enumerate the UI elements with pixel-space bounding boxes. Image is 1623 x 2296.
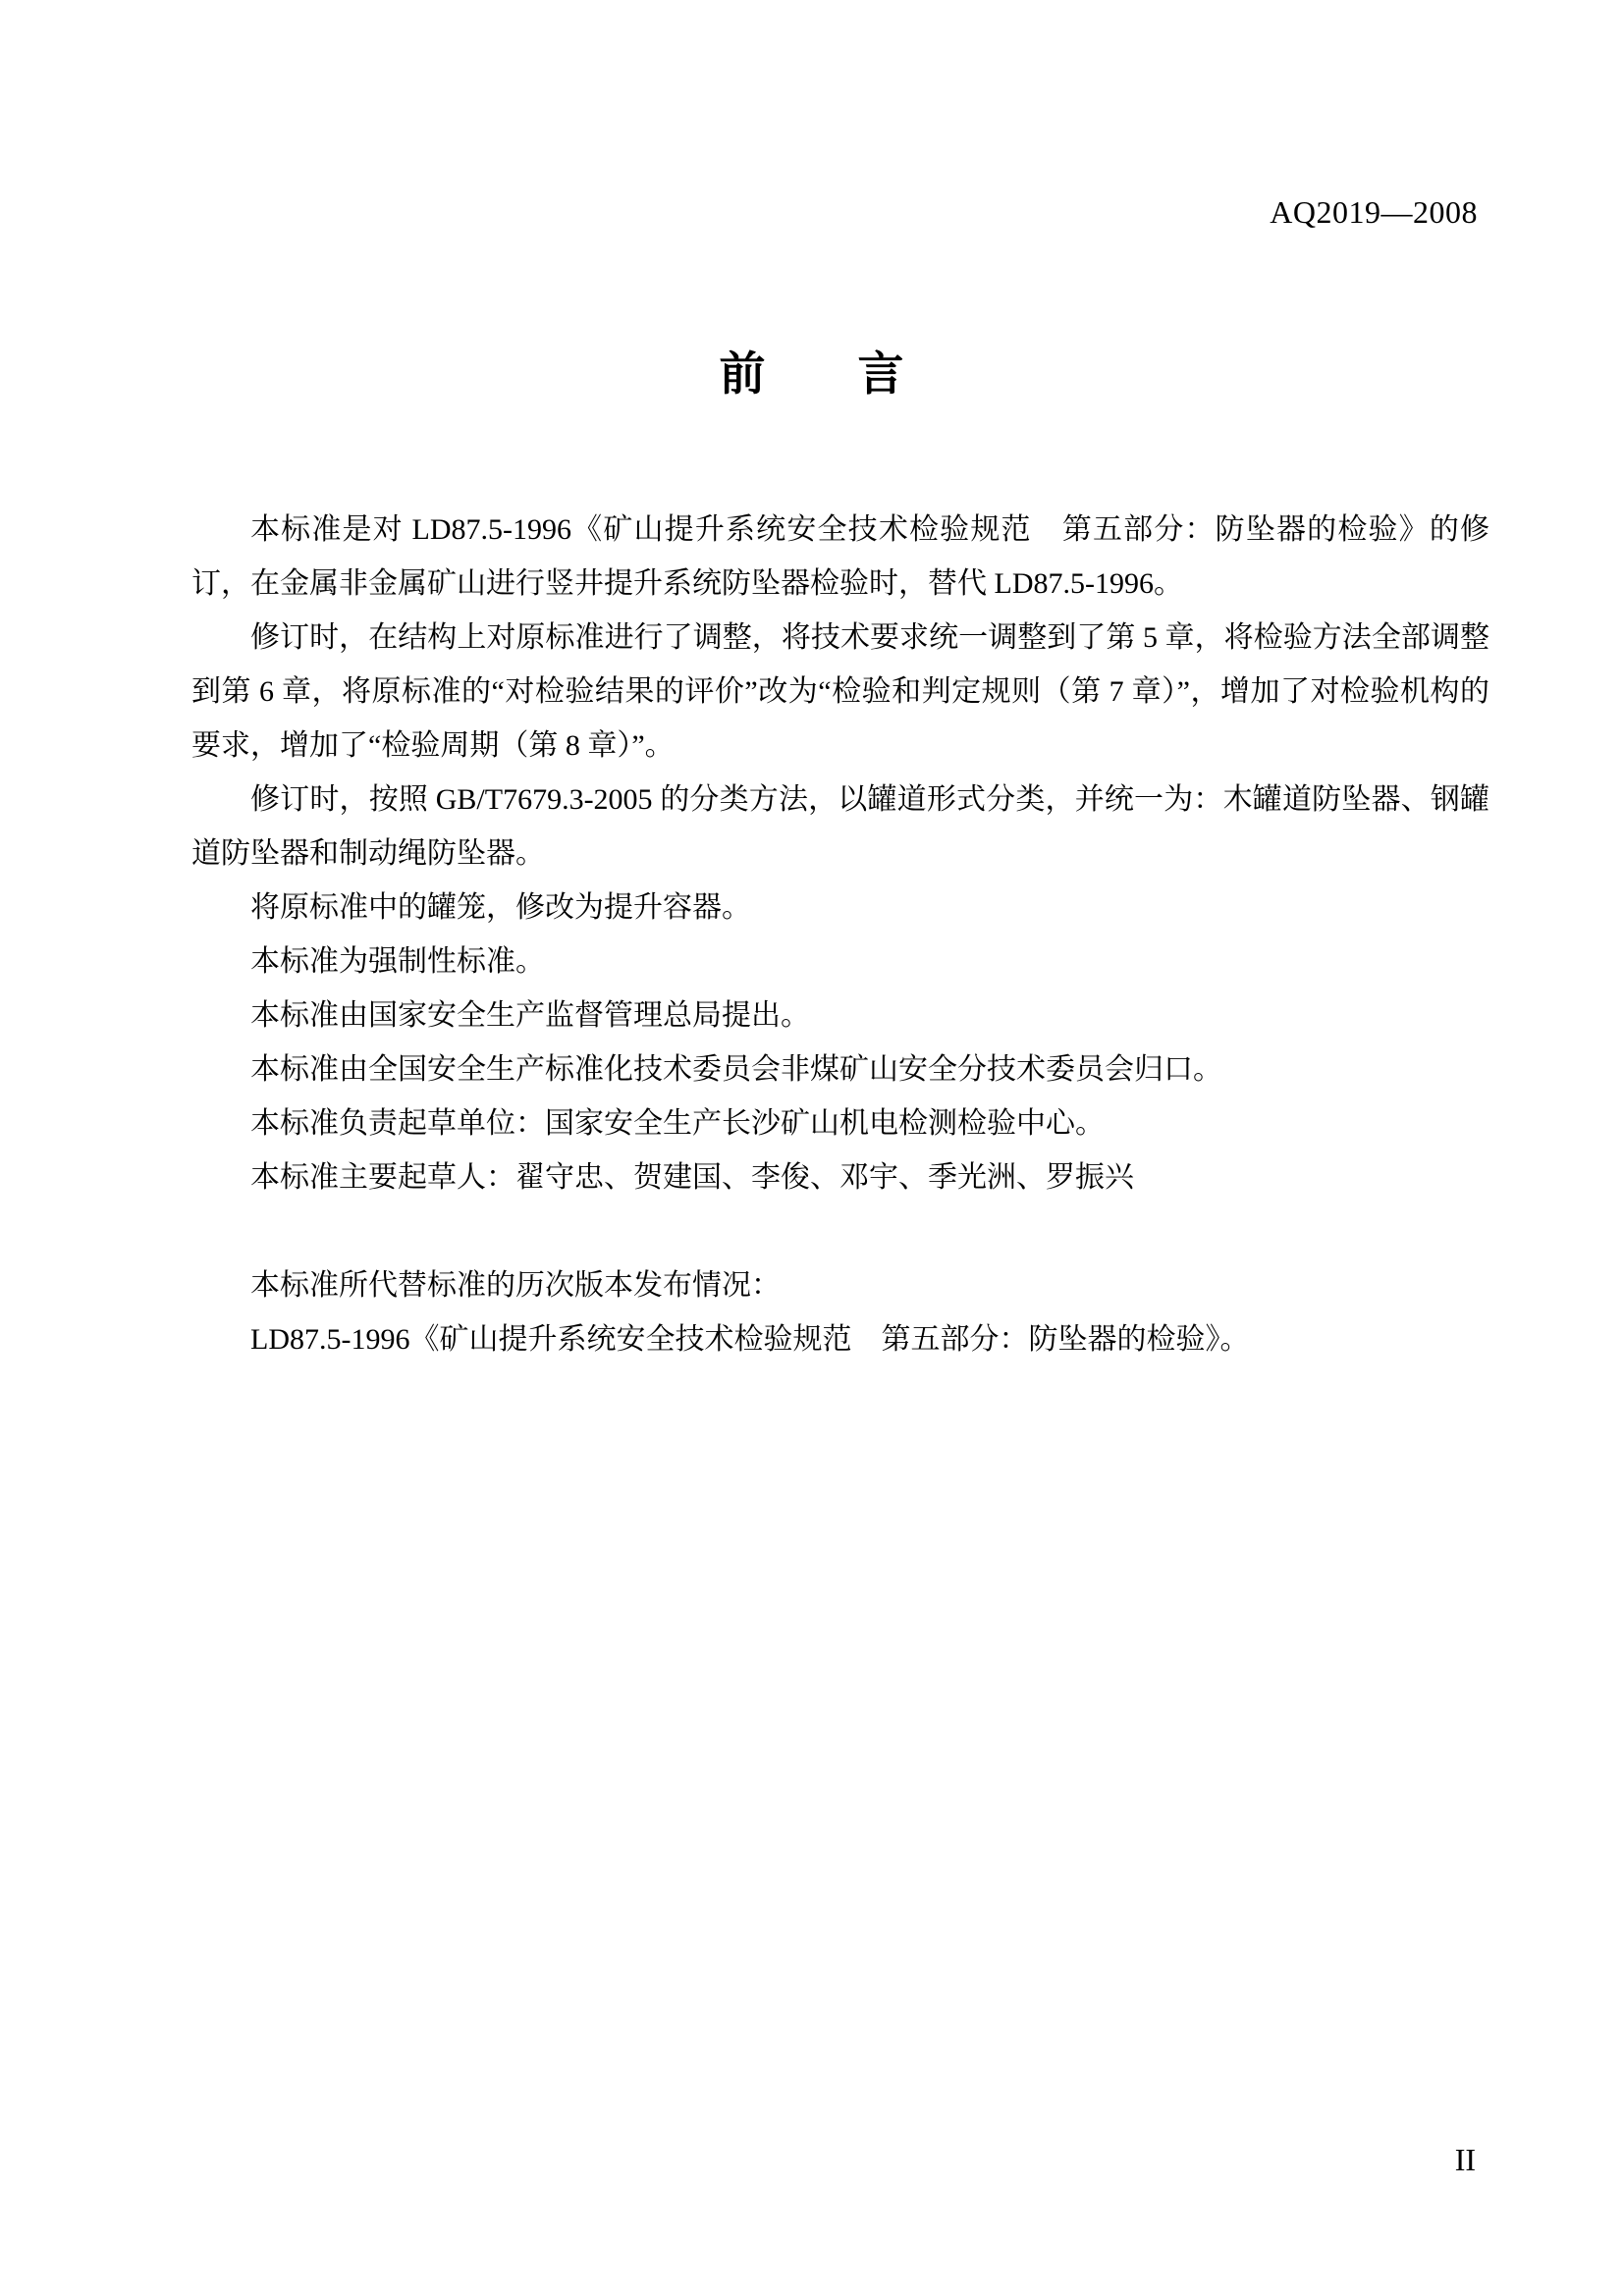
paragraph: 本标准为强制性标准。 [250, 945, 545, 978]
standard-code: AQ2019—2008 [1270, 194, 1478, 230]
paragraph: 本标准负责起草单位：国家安全生产长沙矿山机电检测检验中心。 [250, 1107, 1105, 1140]
paragraph: 本标准主要起草人：翟守忠、贺建国、李俊、邓宇、季光洲、罗振兴 [250, 1161, 1134, 1194]
paragraph: 修订时，在结构上对原标准进行了调整，将技术要求统一调整到了第 5 章，将检验方法全部调整到第 6 章，将原标准的“对检验结果的评价”改为“检验和判定规则（第 7 章）”，增加了对检验机构的要求，增加了“检验周期（第 8 章）”。 [191, 621, 1489, 762]
paragraph: 将原标准中的罐笼，修改为提升容器。 [250, 891, 751, 924]
page-number: II [1454, 2142, 1476, 2177]
paragraph: LD87.5-1996《矿山提升系统安全技术检验规范 第五部分：防坠器的检验》。 [250, 1323, 1250, 1356]
paragraph: 本标准由全国安全生产标准化技术委员会非煤矿山安全分技术委员会归口。 [250, 1053, 1222, 1086]
paragraph: 修订时，按照 GB/T7679.3-2005 的分类方法，以罐道形式分类，并统一为：木罐道防坠器、钢罐道防坠器和制动绳防坠器。 [191, 783, 1489, 870]
paragraph: 本标准是对 LD87.5-1996《矿山提升系统安全技术检验规范 第五部分：防坠器的检验》的修订，在金属非金属矿山进行竖井提升系统防坠器检验时，替代 LD87.5-1996。 [191, 513, 1489, 600]
document-body [191, 503, 1489, 1366]
paragraph: 本标准由国家安全生产监督管理总局提出。 [250, 999, 810, 1032]
page-title: 前 言 [719, 347, 904, 400]
paragraph: 本标准所代替标准的历次版本发布情况： [250, 1269, 781, 1302]
